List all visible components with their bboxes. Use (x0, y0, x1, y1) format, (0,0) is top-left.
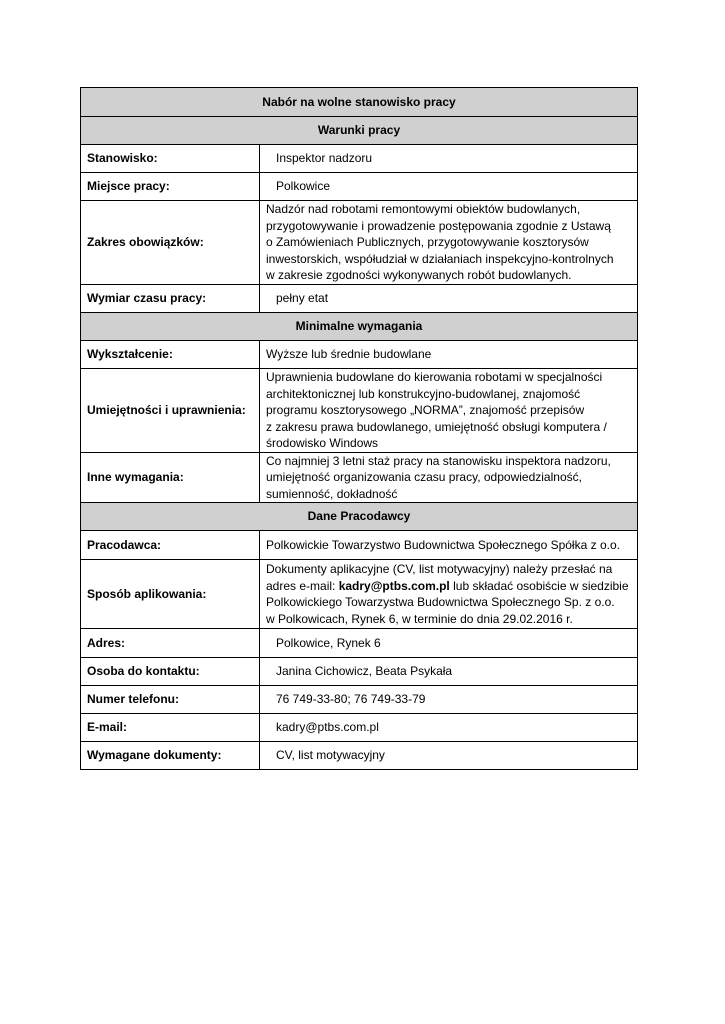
employer-value: Polkowickie Towarzystwo Budownictwa Społecznego Spółka z o.o. (260, 531, 638, 560)
education-value: Wyższe lub średnie budowlane (260, 341, 638, 369)
address-label: Adres: (81, 629, 260, 658)
workplace-value: Polkowice (260, 173, 638, 201)
position-label: Stanowisko: (81, 145, 260, 173)
document-title: Nabór na wolne stanowisko pracy (81, 88, 638, 117)
skills-line: Uprawnienia budowlane do kierowania robotami w specjalności (266, 370, 603, 384)
skills-line: z zakresu prawa budowlanego, umiejętność obsługi komputera / (266, 419, 607, 434)
email-label: E-mail: (81, 714, 260, 742)
application-email: kadry@ptbs.com.pl (338, 578, 450, 593)
contact-person-value: Janina Cichowicz, Beata Psykała (260, 658, 638, 686)
skills-label: Umiejętności i uprawnienia: (81, 369, 260, 453)
application-text: lub składać osobiście w siedzibie (449, 578, 629, 593)
application-method-value (260, 560, 638, 629)
skills-line: środowisko Windows (266, 436, 379, 450)
duties-line: o Zamówieniach Publicznych, przygotowywanie kosztorysów (266, 235, 589, 250)
other-requirements-label: Inne wymagania: (81, 452, 260, 503)
duties-line: Nadzór nad robotami remontowymi obiektów budowlanych, (266, 202, 581, 217)
other-requirements-line: Co najmniej 3 letni staż pracy na stanowisku inspektora nadzoru, (266, 453, 611, 468)
other-requirements-line: sumienność, dokładność (266, 486, 398, 501)
working-hours-value: pełny etat (260, 285, 638, 313)
other-requirements-line: umiejętność organizowania czasu pracy, odpowiedzialność, (266, 470, 582, 484)
application-line: Dokumenty aplikacyjne (CV, list motywacyjny) należy przesłać na (266, 562, 613, 576)
other-requirements-value (260, 452, 638, 503)
address-value: Polkowice, Rynek 6 (260, 629, 638, 658)
employer-label: Pracodawca: (81, 531, 260, 560)
application-line (266, 578, 631, 595)
email-value: kadry@ptbs.com.pl (260, 714, 638, 742)
duties-line: przygotowywanie i prowadzenie postępowania zgodnie z Ustawą (266, 218, 611, 233)
duties-label: Zakres obowiązków: (81, 201, 260, 285)
job-offer-table (80, 87, 638, 770)
section-header-requirements: Minimalne wymagania (81, 313, 638, 341)
phone-value: 76 749-33-80; 76 749-33-79 (260, 686, 638, 714)
section-header-employer: Dane Pracodawcy (81, 503, 638, 531)
skills-line: programu kosztorysowego „NORMA”, znajomość przepisów (266, 403, 585, 417)
required-documents-label: Wymagane dokumenty: (81, 742, 260, 770)
required-documents-value: CV, list motywacyjny (260, 742, 638, 770)
application-method-label: Sposób aplikowania: (81, 560, 260, 629)
duties-value (260, 201, 638, 285)
duties-line: inwestorskich, współudział w działaniach inspekcyjno-kontrolnych (266, 251, 614, 266)
skills-value (260, 369, 638, 453)
application-text: adres e-mail: (266, 578, 339, 593)
working-hours-label: Wymiar czasu pracy: (81, 285, 260, 313)
application-line: Polkowickiego Towarzystwa Budownictwa Społecznego Sp. z o.o. (266, 595, 615, 609)
position-value: Inspektor nadzoru (260, 145, 638, 173)
phone-label: Numer telefonu: (81, 686, 260, 714)
contact-person-label: Osoba do kontaktu: (81, 658, 260, 686)
education-label: Wykształcenie: (81, 341, 260, 369)
application-line: w Polkowicach, Rynek 6, w terminie do dnia 29.02.2016 r. (266, 611, 573, 626)
workplace-label: Miejsce pracy: (81, 173, 260, 201)
duties-line: w zakresie zgodności wykonywanych robót budowlanych. (266, 268, 572, 283)
skills-line: architektonicznej lub konstrukcyjno-budowlanej, znajomość (266, 386, 581, 401)
section-header-conditions: Warunki pracy (81, 117, 638, 145)
